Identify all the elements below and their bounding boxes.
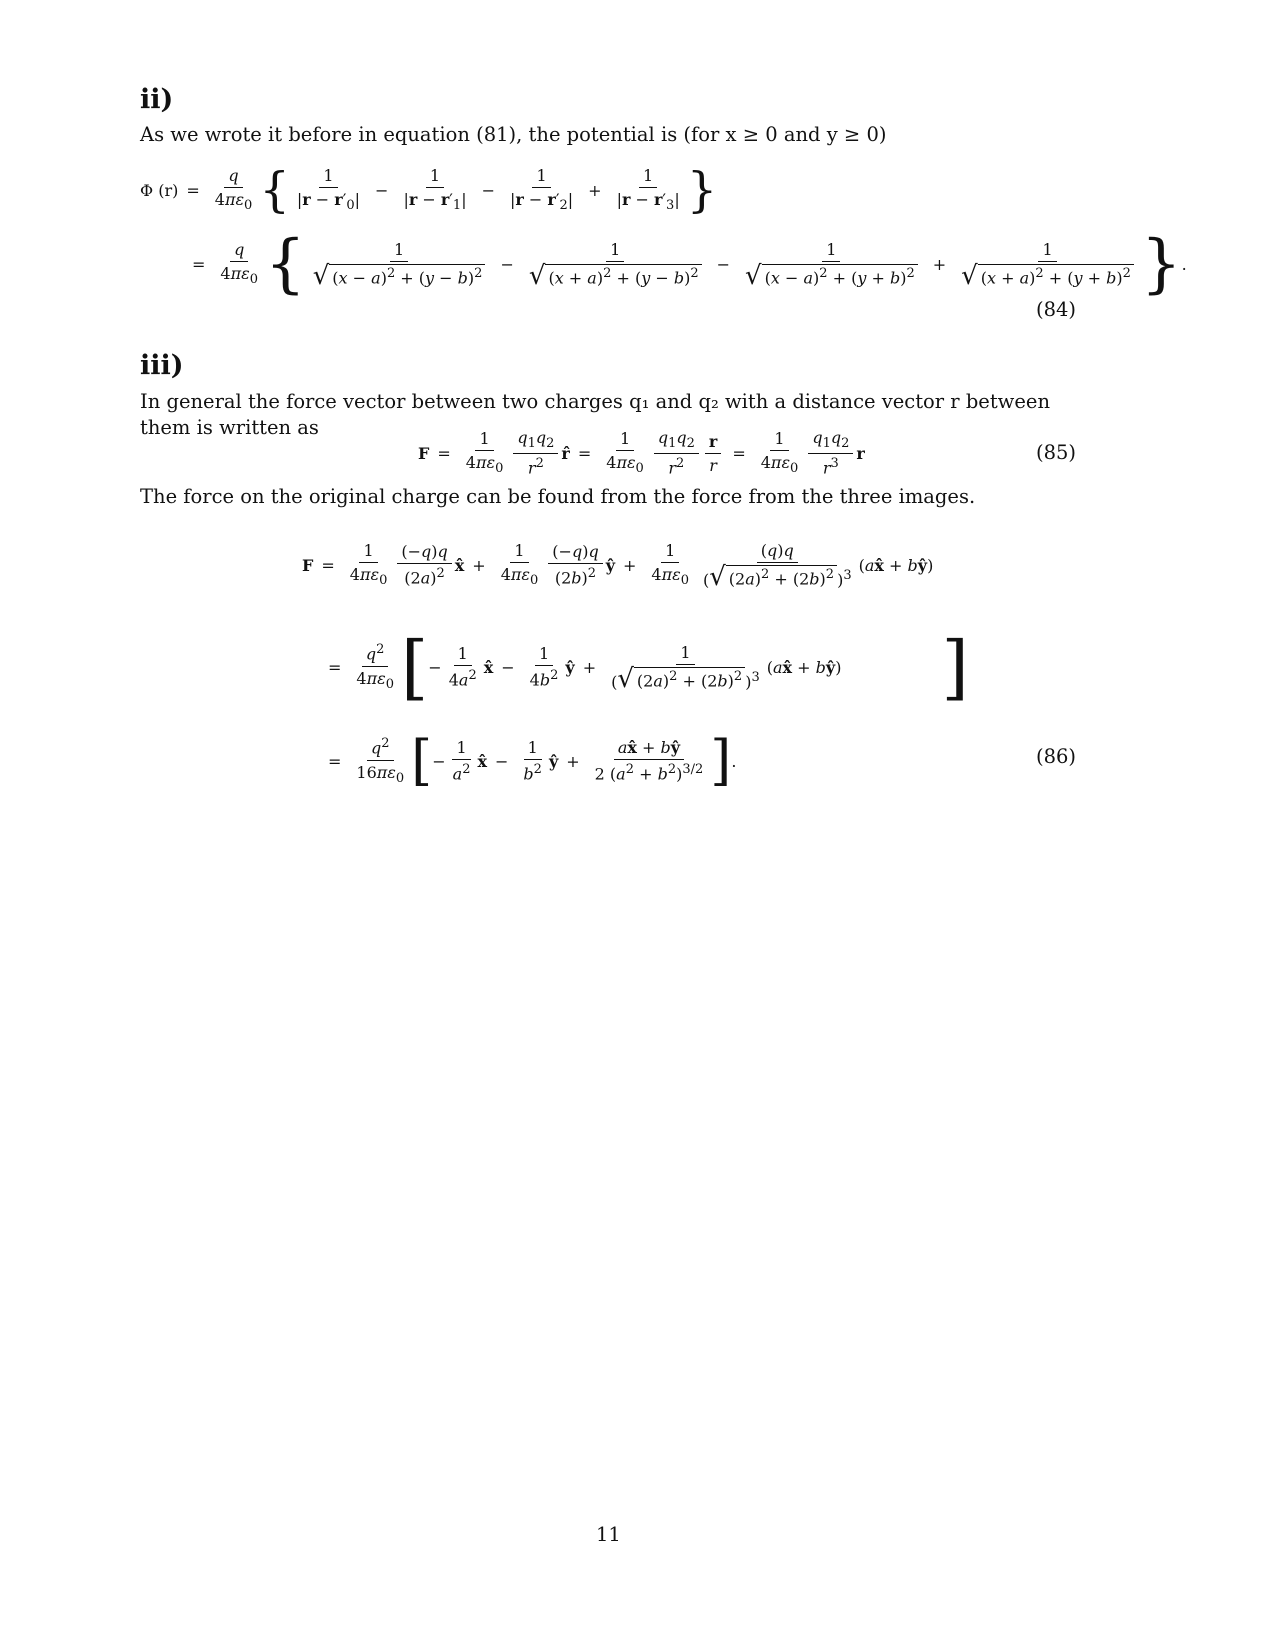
equation-86-number: (86) xyxy=(1036,745,1077,768)
section-iii-intro: In general the force vector between two charges q₁ and q₂ with a distance vector r between them is written as xyxy=(140,390,1051,439)
page-number: 11 xyxy=(596,1523,621,1546)
section-ii-intro: As we wrote it before in equation (81), the potential is (for x ≥ 0 and y ≥ 0) xyxy=(140,123,887,146)
equation-86-line-1: F = $\frac{1}{4\pi\varepsilon_0}$ $\frac{(-q)q}{(2a)^2}$ x̂ + $\frac{1}{4\pi\varepsilon_0}$ $\frac{(-q)q}{(2b)^2}$ ŷ + $\frac{1}{4\pi\varepsilon_0}$ (q)q ( √ $(2a)^2 + (2b)^2$ )$^3$ (ax̂ + bŷ) xyxy=(302,540,934,593)
equation-84-lhs: Φ (r) xyxy=(140,180,179,200)
equation-84-line-2: = $\frac{q}{4\pi\varepsilon_0}$ { 1 √ $(x - a)^2 + (y - b)^2$ − 1 √ $(x + a)^2 + (y - b)^2$ − 1 √ $(x - a)^2 + (y + b)^2$ + 1 √ $(x + a)^2 + (y + b)^2$ } . xyxy=(192,227,1187,301)
equation-84-line-1: Φ (r) = $\frac{q}{4\pi\varepsilon_0}$ { $\frac{1}{|r - r'_0|}$ − $\frac{1}{|r - r'_1|}$ − $\frac{1}{|r - r'_2|}$ + $\frac{1}{|r - r'_3|}$ } xyxy=(140,162,718,218)
section-iii-middle-text: The force on the original charge can be found from the force from the three images. xyxy=(140,485,976,508)
equation-85: F = $\frac{1}{4\pi\varepsilon_0}$ $\frac{q_1q_2}{r^2}$ r̂ = $\frac{1}{4\pi\varepsilon_0}$ $\frac{q_1q_2}{r^2}$ $\frac{r}{r}$ = $\frac{1}{4\pi\varepsilon_0}$ $\frac{q_1q_2}{r^3}$ r xyxy=(418,428,865,478)
equation-86-line-2: = $\frac{q^2}{4\pi\varepsilon_0}$ [ − $\frac{1}{4a^2}$ x̂ − $\frac{1}{4b^2}$ ŷ + 1 ( √ $(2a)^2 + (2b)^2$ )$^3$ (ax̂ + bŷ) ] xyxy=(328,626,969,708)
equation-84-number: (84) xyxy=(1036,298,1077,321)
section-ii-heading: ii) xyxy=(140,84,174,115)
equation-86-line-3: = $\frac{q^2}{16\pi\varepsilon_0}$ [ − $\frac{1}{a^2}$ x̂ − $\frac{1}{b^2}$ ŷ + $\frac{ax̂ + bŷ}{2 (a^2 + b^2)^{3/2}}$ ] . xyxy=(328,729,737,792)
section-iii-heading: iii) xyxy=(140,350,184,381)
equation-85-number: (85) xyxy=(1036,441,1077,464)
